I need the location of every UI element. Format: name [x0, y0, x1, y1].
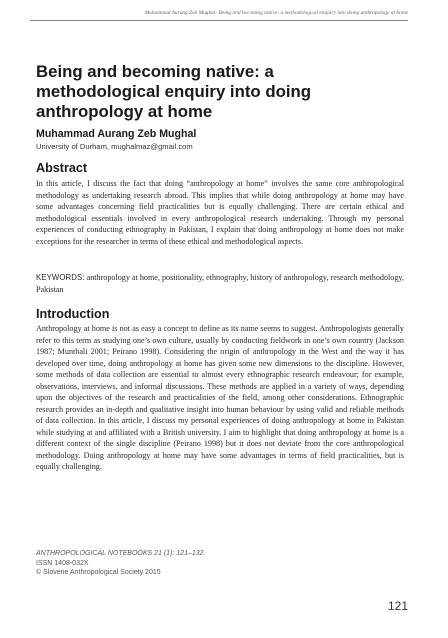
author-affiliation: University of Durham, mughalmaz@gmail.com [36, 142, 193, 151]
keywords-list: anthropology at home, positionality, ethnography, history of anthropology, research methodology, Pakistan [36, 273, 405, 294]
keywords [36, 272, 404, 295]
introduction-heading: Introduction [36, 307, 110, 321]
keywords-label: KEYWORDS: [36, 273, 85, 282]
publication-footer [36, 549, 206, 578]
header-rule [30, 20, 408, 21]
author-name: Muhammad Aurang Zeb Mughal [36, 128, 197, 140]
running-header: Muhammad Aurang Zeb Mughal: Being and becoming native: a methodological enquiry into doing anthropology at home [144, 10, 408, 16]
introduction-text: Anthropology at home is not as easy a concept to define as its name seems to suggest. Anthropologists generally refer to this term as studying one’s own culture, usually by conducting fieldwork in one’s own country (Jackson 1987; Munthali 2001; Peirano 1998). Considering the origin of anthropology in the West and the way it has developed over time, doing anthropology at home has given some new dimensions to the discipline. However, some methods of data collection are essential to almost every ethnographic research endeavour; for example, observations, interviews, and informal discussions. These methods are applied in a variety of ways, depending upon the objectives of the research and practicalities of the field, among other considerations. Ethnographic research provides an in-depth and qualitative insight into human behaviour by using valid and reliable methods of data collection. In this article, I discuss my personal experiences of doing anthropology at home in Pakistan while studying at and affiliated with a British university. I aim to highlight that doing anthropology at home is a different context of the single discipline (Peirano 1998) but it does not deviate from the core anthropological methodology. Doing anthropology at home may have some advantages in terms of field practicalities, but is equally challenging. [36, 324, 404, 471]
article-title: Being and becoming native: a methodological enquiry into doing anthropology at home [36, 62, 312, 121]
issn: ISSN 1408-032X [36, 559, 89, 567]
abstract-heading: Abstract [36, 161, 88, 175]
page-number: 121 [387, 599, 408, 613]
copyright-notice: © Slovene Anthropological Society 2015 [36, 569, 161, 577]
journal-citation: ANTHROPOLOGICAL NOTEBOOKS 21 (1): 121–132. [36, 550, 206, 557]
abstract-text: In this article, I discuss the fact that doing “anthropology at home” involves the same core anthropological methodology as undertaking research abroad. This implies that while doing anthropology at home may have some advantages concerning field practicalities but is equally challenging. There are certain ethical and methodological essentials involved in every anthropological research undertaking. Through my personal experiences of conducting ethnography in Pakistan, I explain that doing anthropology at home does not make exceptions for the researcher in terms of these ethical and methodological aspects. [36, 179, 404, 246]
